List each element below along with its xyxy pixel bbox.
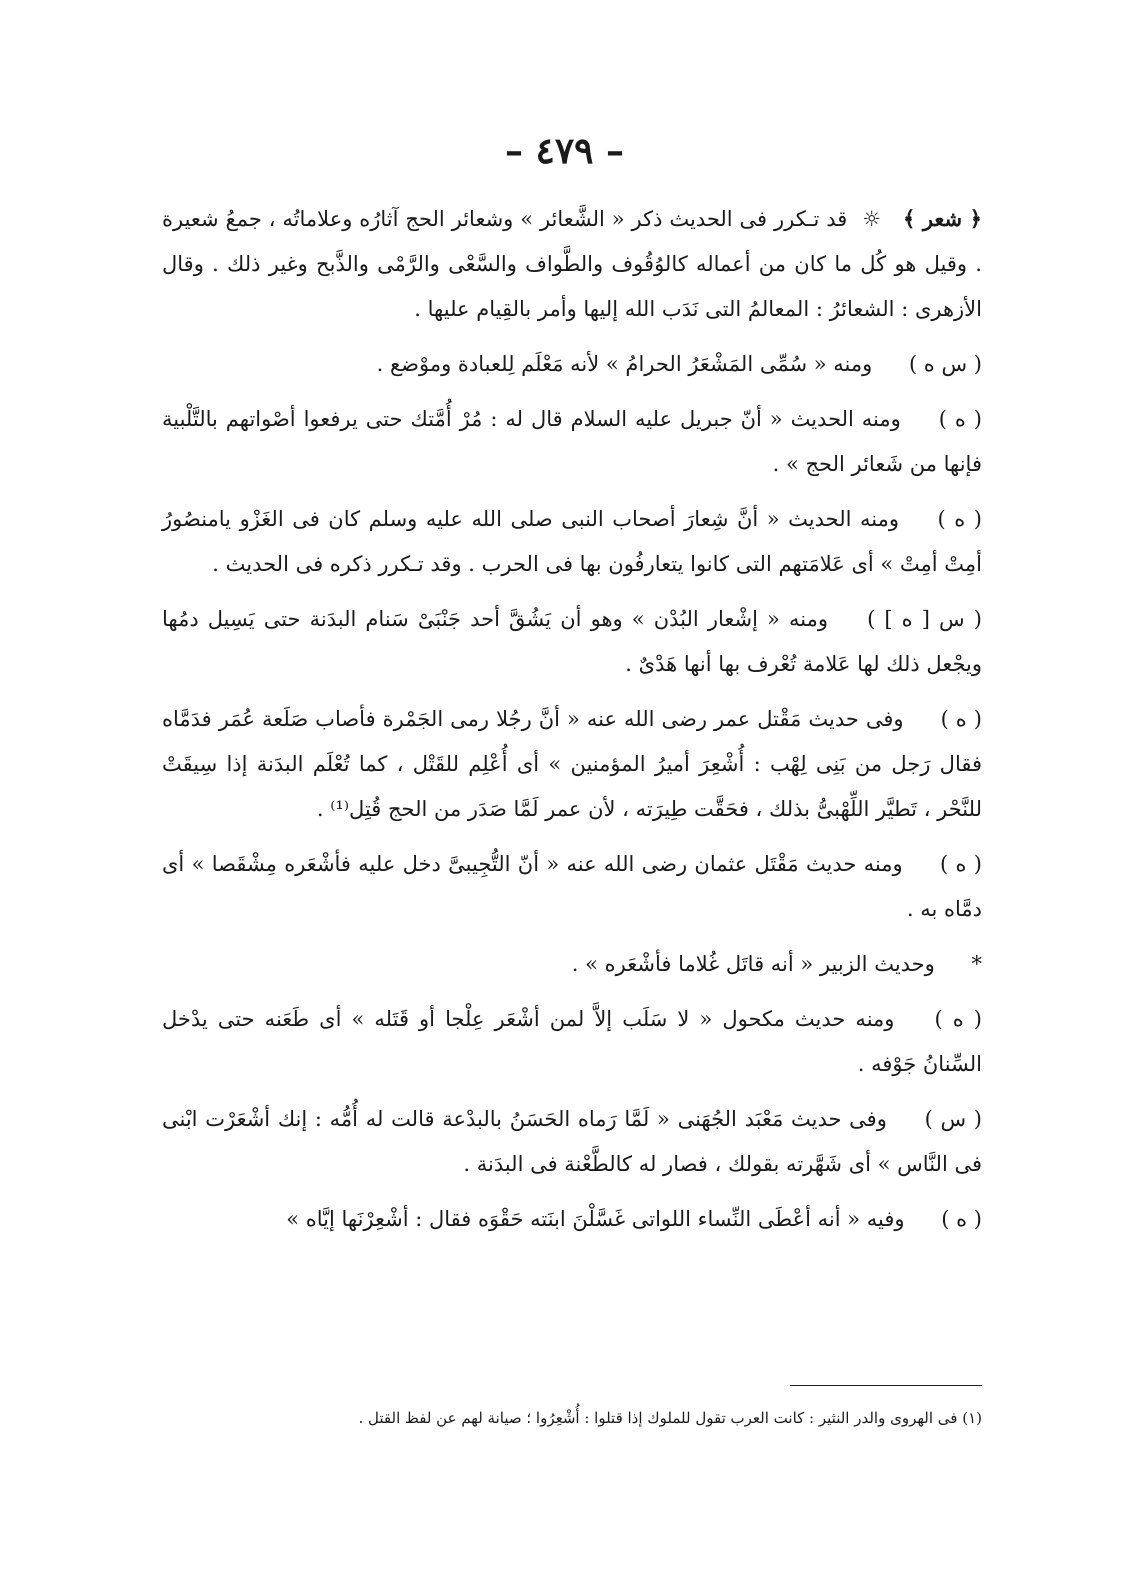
paragraph-text: ومنه « سُمِّى المَشْعَرُ الحرامُ » لأنه مَعْلَم لِلعبادة وموْضع .: [376, 352, 873, 376]
source-marker: ( ه ): [934, 1007, 982, 1031]
source-marker: ( ه ): [937, 507, 982, 531]
entry-paragraph-4: [162, 497, 982, 587]
paragraph-text: ومنه حديث مَقْتَل عثمان رضى الله عنه « أنّ التُّجِيبىَّ دخل عليه فأشْعَره مِشْقَصا » أى دمَّاه به .: [162, 852, 982, 921]
entry-paragraph-2: [162, 342, 982, 387]
entry-paragraph-10: [162, 1097, 982, 1187]
entry-paragraph-5: [162, 597, 982, 687]
footnote-divider: [790, 1385, 982, 1386]
source-marker: ( س ): [924, 1107, 982, 1131]
source-marker: ( ه ): [941, 1207, 982, 1231]
source-marker: ( س ه ): [908, 352, 982, 376]
entry-paragraph-1: [162, 196, 982, 332]
entry-heading: ﴿ شعر ﴾: [903, 206, 982, 231]
entry-paragraph-3: [162, 397, 982, 487]
paragraph-text: ومنه الحديث « أنّ جبريل عليه السلام قال له : مُرْ أُمَّتك حتى يرفعوا أصْواتهم بالتَّلْبية فإنها من شَعائر الحج » .: [162, 407, 982, 476]
paragraph-text: وفيه « أنه أعْطَى النِّساء اللواتى غَسَّلْنَ ابنَته حَقْوَه فقال : أشْعِرْنَها إيَّاه »: [286, 1207, 905, 1231]
star-marker: *: [971, 952, 982, 976]
paragraph-text: وفى حديث مَعْبَد الجُهَنى « لَمَّا رَماه الحَسَنُ بالبدْعة قالت له أُمُّه : إنك أشْعَرْت ابْنى فى النَّاس » أى شَهَّرته بقولك ، فصار له كالطَّعْنة فى البدَنة .: [162, 1107, 982, 1176]
paragraph-text: ومنه « إشْعار البُدْن » وهو أن يَشُقَّ أحد جَنْبَىْ سَنام البدَنة حتى يَسِيل دمُها ويجْعل ذلك لها عَلامة تُعْرف بها أنها هَدْىٌ .: [162, 607, 982, 676]
paragraph-text: وحديث الزبير « أنه قاتَل غُلاما فأشْعَره » .: [571, 952, 935, 976]
entry-paragraph-9: [162, 997, 982, 1087]
paragraph-text: وفى حديث مَقْتل عمر رضى الله عنه « أنَّ رجُلا رمى الجَمْرة فأصاب صَلَعة عُمَر فدَمَّاه فقال رَجل من بَنِى لِهْب : أُشْعِرَ أميرُ المؤمنين » أى أُعْلِم للقَتْل ، كما تُعْلَم البدَنة إذا سِيقَتْ للنَّحْر ، تَطيَّر اللِّهْبىُّ بذلك ، فحَقَّت طِيرَته ، لأن عمر لَمَّا صَدَر من الحج قُتِل⁽¹⁾ .: [162, 707, 982, 821]
paragraph-text: ومنه حديث مكحول « لا سَلَب إلاَّ لمن أشْعَر عِلْجا أو قَتَله » أى طَعَنه حتى يدْخل السِّنانُ جَوْفه .: [162, 1007, 982, 1076]
entry-body: [162, 196, 982, 1252]
page-number: – ٤٧٩ –: [504, 130, 625, 172]
entry-paragraph-8: [162, 942, 982, 987]
paragraph-text: ومنه الحديث « أنَّ شِعارَ أصحاب النبى صلى الله عليه وسلم كان فى الغَزْو يامنصُورُ أمِتْ أمِتْ » أى عَلامَتهم التى كانوا يتعارفُون بها فى الحرب . وقد تـكرر ذكره فى الحديث .: [162, 507, 982, 576]
source-marker: ( ه ): [940, 707, 982, 731]
star-marker: ☼: [862, 207, 881, 231]
entry-paragraph-7: [162, 842, 982, 932]
paragraph-text: قد تـكرر فى الحديث ذكر « الشَّعائر » وشعائر الحج آثارُه وعلاماتُه ، جمعُ شعيرة . وقيل هو كُل ما كان من أعماله كالوُقُوف والطَّواف والسَّعْى والرَّمْى والذَّبح وغير ذلك . وقال الأزهرى : الشعائرُ : المعالمُ التى نَدَب الله إليها وأمر بالقِيام عليها .: [162, 207, 982, 321]
source-marker: ( س [ ه ] ): [867, 607, 982, 631]
entry-paragraph-6: [162, 697, 982, 832]
source-marker: ( ه ): [940, 852, 982, 876]
footnote: (١) فى الهروى والدر النثير : كانت العرب تقول للملوك إذا قتلوا : أُشْعِرُوا ؛ صيانة لهم عن لفظ القتل .: [358, 1409, 982, 1427]
source-marker: ( ه ): [938, 407, 982, 431]
entry-paragraph-11: [162, 1197, 982, 1242]
